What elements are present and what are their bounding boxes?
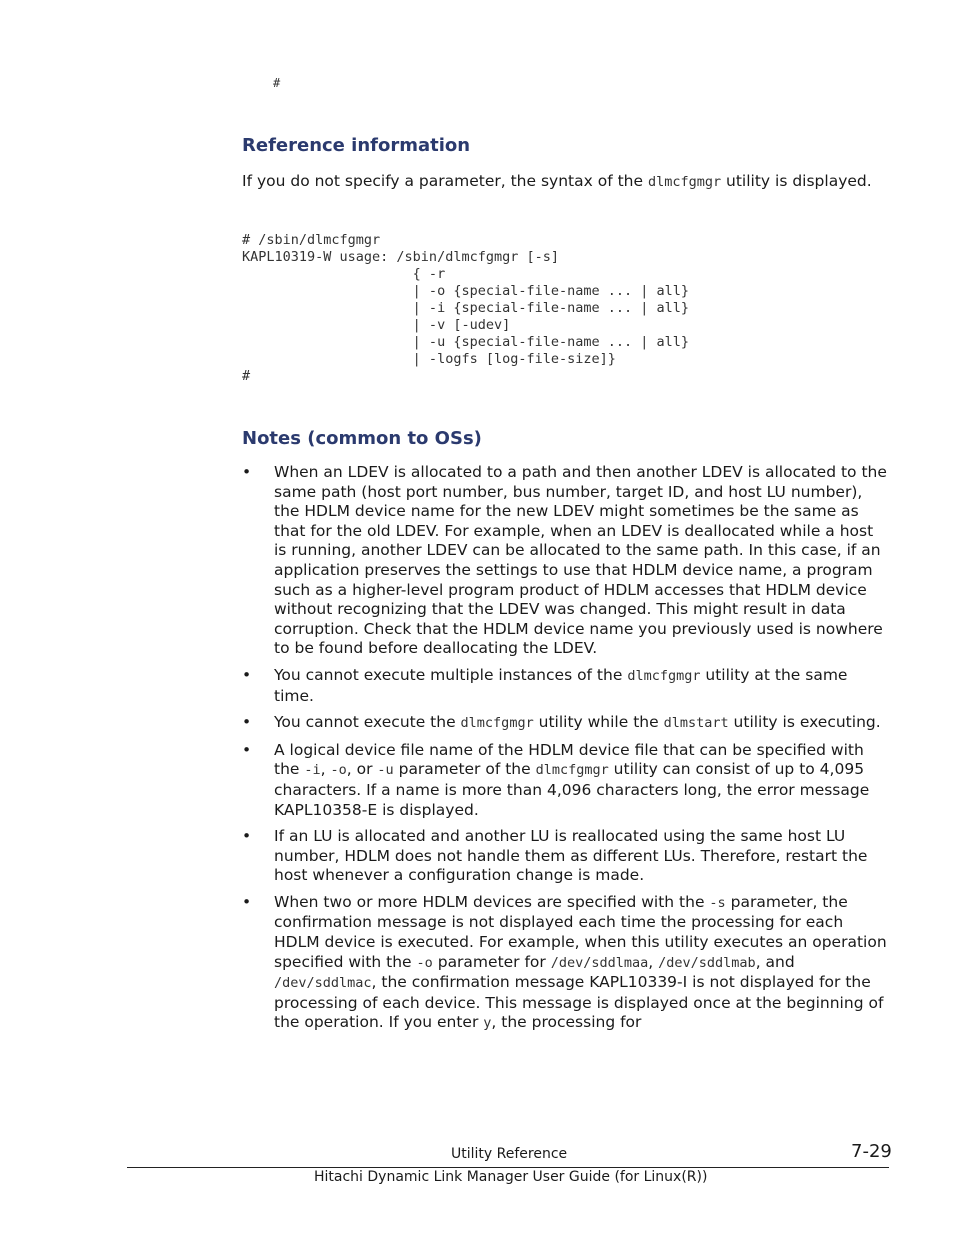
inline-code: /dev/sddlmaa: [550, 954, 649, 971]
inline-code: dlmcfgmgr: [647, 174, 722, 190]
footer-divider: [127, 1167, 889, 1168]
inline-code: -i: [304, 762, 321, 779]
text: , the processing for: [491, 1013, 642, 1032]
inline-code: -o: [330, 762, 347, 779]
code-hash: #: [273, 76, 281, 90]
text: ,: [320, 760, 331, 779]
text: If an LU is allocated and another LU is reallocated using the same host LU number, HDLM does not handle them as different LUs. Therefore, restart the host whenever a configuration change is made.: [274, 827, 868, 885]
inline-code: dlmcfgmgr: [627, 667, 701, 684]
text: If you do not specify a parameter, the syntax of the: [242, 172, 648, 190]
list-item: [242, 463, 890, 659]
page-number: 7-29: [851, 1141, 892, 1162]
text: parameter, the confirmation message is not displayed each time the processing for each HDLM device is executed. For example, when this utility executes an operation specified with the: [274, 892, 887, 971]
text: , or: [346, 760, 378, 779]
list-item: [242, 741, 890, 820]
text: utility while the: [533, 713, 664, 732]
text: , and: [755, 952, 795, 971]
text: utility is displayed.: [721, 172, 872, 190]
usage-code-block: # /sbin/dlmcfgmgr KAPL10319-W usage: /sbin/dlmcfgmgr [-s] { -r | -o {special-file-name ... | all} | -i {special-file-name ... | all} | -v [-udev] | -u {special-file-name ... | all} | -logfs [log-file-size]} #: [242, 232, 690, 384]
inline-code: dlmcfgmgr: [460, 715, 534, 732]
inline-code: -s: [709, 894, 726, 911]
notes-heading: Notes (common to OSs): [242, 428, 482, 449]
text: When an LDEV is allocated to a path and then another LDEV is allocated to the same path (host port number, bus number, target ID, and host LU number), the HDLM device name for the new LDEV might sometimes be the same as that for the old LDEV. For example, when an LDEV is deallocated while a host is running, another LDEV can be allocated to the same path. In this case, if an application preserves the settings to use that HDLM device name, a program such as a higher-level program product of HDLM accesses that HDLM device without recognizing that the LDEV was changed. This might result in data corruption. Check that the HDLM device name you previously used is nowhere to be found before deallocating the LDEV.: [274, 463, 887, 658]
bullet-icon: •: [242, 892, 252, 911]
list-item: [242, 827, 890, 886]
text: , the confirmation message KAPL10339-I is not displayed for the processing of each device. This message is displayed once at the beginning of the operation. If you enter: [274, 973, 884, 1032]
text: utility can consist of up to 4,095 characters. If a name is more than 4,096 characters long, the error message KAPL10358-E is displayed.: [274, 760, 870, 819]
inline-code: -o: [416, 954, 433, 971]
footer-section-title: Utility Reference: [451, 1146, 568, 1162]
bullet-icon: •: [242, 827, 252, 846]
list-item: [242, 893, 890, 1034]
inline-code: /dev/sddlmab: [658, 954, 756, 971]
text: parameter for: [432, 952, 551, 971]
text: When two or more HDLM devices are specified with the: [274, 892, 710, 911]
text: ,: [648, 952, 659, 971]
inline-code: /dev/sddlmac: [274, 975, 372, 992]
list-item: [242, 713, 890, 734]
notes-list: [242, 463, 890, 1041]
text: utility is executing.: [728, 713, 881, 732]
text: parameter of the: [393, 760, 536, 779]
inline-code: y: [483, 1015, 492, 1032]
text: utility at the same time.: [274, 665, 848, 705]
inline-code: dlmcfgmgr: [535, 762, 609, 779]
footer-guide-title: Hitachi Dynamic Link Manager User Guide (for Linux(R)): [314, 1169, 708, 1185]
reference-information-paragraph: [242, 171, 892, 192]
inline-code: -u: [377, 762, 394, 779]
list-item: [242, 666, 890, 706]
bullet-icon: •: [242, 740, 252, 759]
bullet-icon: •: [242, 463, 252, 481]
inline-code: dlmstart: [663, 715, 729, 732]
text: You cannot execute the: [274, 713, 461, 732]
text: You cannot execute multiple instances of the: [274, 665, 628, 684]
bullet-icon: •: [242, 713, 252, 732]
bullet-icon: •: [242, 665, 252, 684]
text: A logical device file name of the HDLM device file that can be specified with the: [274, 740, 864, 779]
reference-information-heading: Reference information: [242, 135, 471, 156]
